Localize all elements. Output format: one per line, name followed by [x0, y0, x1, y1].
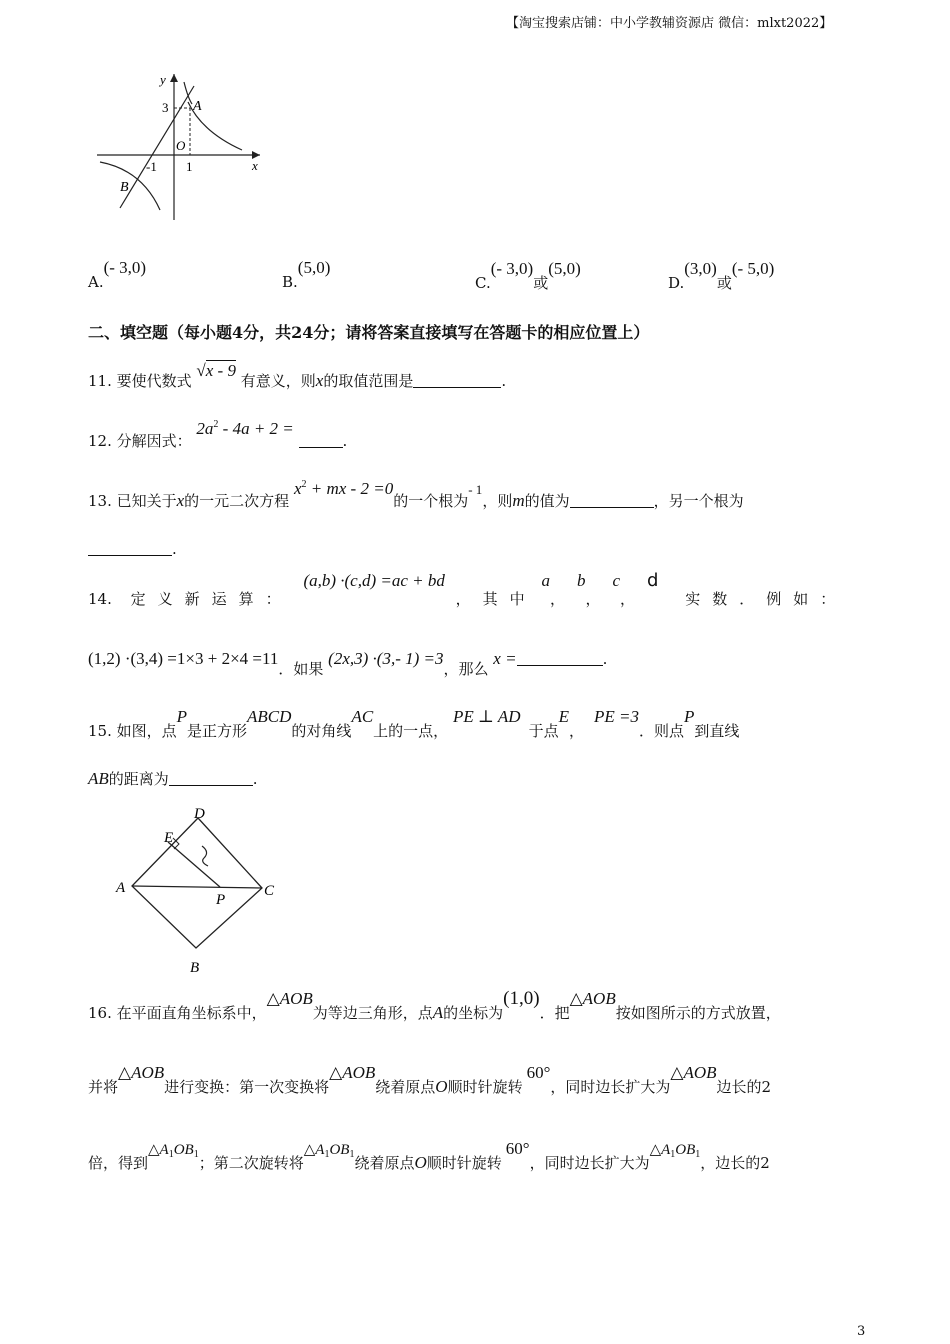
question-14: 14. 定义新运算： (a,b) ·(c,d) =ac + bd ，其中 a，b，c，d 实数．例如： [88, 570, 848, 608]
question-16-line-3: 倍，得到$\triangle A_1OB_1$；第二次旋转将$\triangle A_1OB_1$绕着原点O顺时针旋转60°，同时边长扩大为$\triangle A_1OB_1$，边长的2 [88, 1139, 770, 1172]
option-a: A.(- 3,0) [88, 258, 147, 291]
vertex-d-label: D [194, 806, 205, 822]
answer-blank[interactable] [169, 771, 253, 786]
vertex-a-label: A [116, 880, 126, 896]
question-11: 11. 要使代数式 √x - 9 有意义，则x的取值范围是 . [88, 361, 507, 390]
tick-1-label: 1 [186, 159, 193, 174]
sqrt-expression: √x - 9 [196, 361, 236, 380]
point-a-label: A [193, 99, 202, 114]
question-16-line-2: 并将△AOB进行变换：第一次变换将△AOB绕着原点O顺时针旋转60°，同时边长扩大为△AOB边长的2 [88, 1063, 772, 1096]
answer-blank-root[interactable] [88, 541, 172, 556]
vertex-c-label: C [264, 883, 275, 899]
x-axis-label: x [252, 158, 258, 173]
point-b-label: B [120, 180, 129, 195]
vertex-b-label: B [190, 960, 200, 976]
point-e-label: E [164, 830, 174, 846]
question-15-cont: AB的距离为 . [88, 769, 258, 788]
tick-3-label: 3 [162, 100, 169, 115]
point-p-label: P [216, 892, 226, 908]
section-2-heading: 二、填空题（每小题4分，共24分；请将答案直接填写在答题卡的相应位置上） [88, 323, 650, 342]
question-13: 13. 已知关于x的一元二次方程 $x^2$ + mx - 2 =0的一个根为- 1，则m的值为 ，另一个根为 [88, 479, 744, 510]
question-12: 12. 分解因式： $2a^2 - 4a + 2$ = . [88, 419, 348, 450]
answer-blank[interactable] [299, 433, 343, 448]
option-c: C.(- 3,0)或(5,0) [475, 259, 581, 292]
question-13-cont: . [88, 540, 177, 558]
question-16: 16. 在平面直角坐标系中，△AOB为等边三角形，点A的坐标为(1,0)．把△AOB按如图所示的方式放置， [88, 988, 781, 1022]
option-b: B.(5,0) [282, 258, 331, 291]
y-axis-label: y [160, 72, 166, 87]
page-number: 3 [857, 1324, 866, 1339]
function-graph-figure [92, 70, 267, 225]
question-15: 15. 如图，点P是正方形ABCD的对角线AC上的一点， PE ⊥ AD于点E，PE =3．则点P到直线 [88, 707, 740, 740]
answer-blank-m[interactable] [570, 493, 654, 508]
question-14-cont: (1,2) ·(3,4) =1×3 + 2×4 =11．如果 (2x,3) ·(3,- 1) =3，那么 x = . [88, 649, 608, 678]
tick-neg1-label: -1 [146, 159, 157, 174]
page-header: 【淘宝搜索店铺：中小学教辅资源店 微信：mlxt2022】 [506, 16, 833, 31]
origin-label: O [176, 138, 186, 153]
option-d: D.(3,0)或(- 5,0) [668, 259, 775, 292]
answer-blank[interactable] [413, 373, 501, 388]
answer-blank[interactable] [517, 651, 603, 666]
square-figure [110, 800, 285, 978]
